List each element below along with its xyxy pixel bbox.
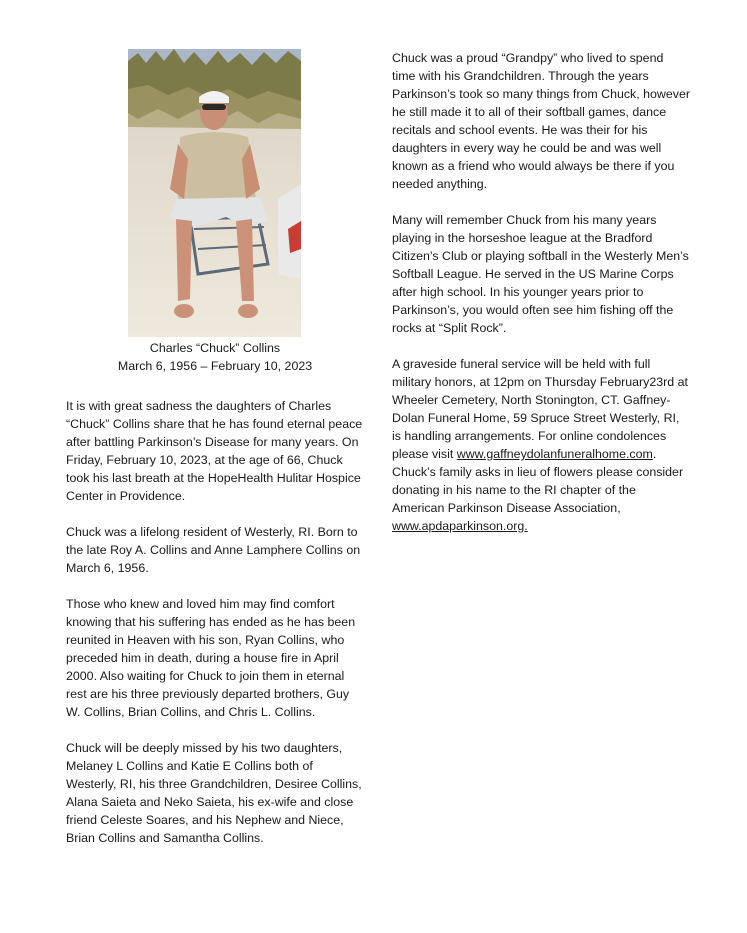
family-predeceased-paragraph: Those who knew and loved him may find comfort knowing that his suffering has ended as he has been reunited in Heaven with his son, Ryan Collins, who preceded him in death, during a house fire in April 2000. Also waiting for Chuck to join them in eternal rest are his three previously departed brothers, Guy W. Collins, Brian Collins, and Chris L. Collins. <box>66 597 356 719</box>
right-column <box>392 49 690 553</box>
obituary-intro: It is with great sadness the daughters of Charles “Chuck” Collins share that he has found eternal peace after battling Parkinson’s Disease for many years. On Friday, February 10, 2023, at the age of 66, Chuck took his last breath at the HopeHealth Hulitar Hospice Center in Providence. <box>66 399 363 503</box>
portrait-photo <box>128 49 301 337</box>
hobbies-paragraph: Many will remember Chuck from his many years playing in the horseshoe league at the Bradford Citizen’s Club or playing softball in the Westerly Men’s Softball League. He served in the US Marine Corps after high school. In his younger years prior to Parkinson’s, you would often see him fishing off the rocks at “Split Rock”. <box>392 213 689 335</box>
service-text-1: A graveside funeral service will be held with full military honors, at 12pm on Thursday February23rd at Wheeler Cemetery, North Stonington, CT. Gaffney-Dolan Funeral Home, 59 Spruce Street Westerly, RI, is handling arrangements. For online condolences please visit <box>392 357 688 461</box>
portrait-image <box>128 49 301 337</box>
funeral-home-link[interactable]: www.gaffneydolanfuneralhome.com <box>456 447 653 461</box>
caption-dates: March 6, 1956 – February 10, 2023 <box>117 359 313 373</box>
caption-name: Charles “Chuck” Collins <box>149 341 281 355</box>
service-text-2: . Chuck’s family asks in lieu of flowers please consider donating in his name to the RI chapter of the American Parkinson Disease Association, <box>392 447 684 515</box>
left-column <box>66 397 366 865</box>
service-paragraph <box>392 355 690 535</box>
residence-paragraph: Chuck was a lifelong resident of Westerly, RI. Born to the late Roy A. Collins and Anne Lamphere Collins on March 6, 1956. <box>66 525 361 575</box>
photo-caption <box>66 339 364 375</box>
grandpy-paragraph: Chuck was a proud “Grandpy” who lived to spend time with his Grandchildren. Through the years Parkinson’s took so many things from Chuck, however he still made it to all of their softball games, dance recitals and school events. He was their for his daughters in every way he could be and was well known as a friend who would always be there if you needed anything. <box>392 51 690 191</box>
apda-link[interactable]: www.apdaparkinson.org. <box>392 519 528 533</box>
survivors-paragraph: Chuck will be deeply missed by his two daughters, Melaney L Collins and Katie E Collins both of Westerly, RI, his three Grandchildren, Desiree Collins, Alana Saieta and Neko Saieta, his ex-wife and close friend Celeste Soares, and his Nephew and Niece, Brian Collins and Samantha Collins. <box>66 741 362 845</box>
